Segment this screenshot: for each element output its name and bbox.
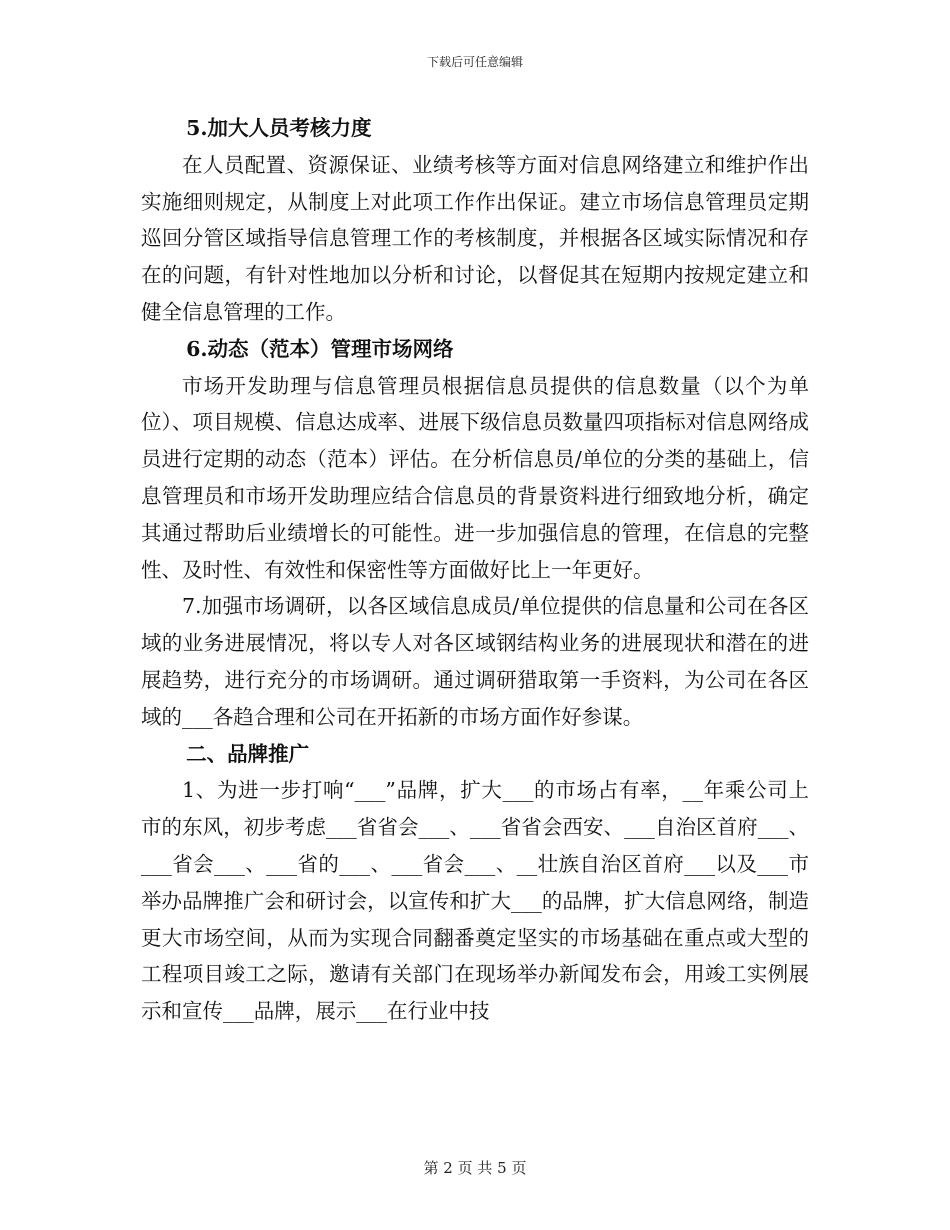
paragraph-5: 在人员配置、资源保证、业绩考核等方面对信息网络建立和维护作出实施细则规定，从制度上对此项工作作出保证。建立市场信息管理员定期巡回分管区域指导信息管理工作的考核制度，并根据各区域实际情况和存在的问题，有针对性地加以分析和讨论，以督促其在短期内按规定建立和健全信息管理的工作。: [141, 152, 809, 324]
section-heading-5: 5.加大人员考核力度: [186, 116, 372, 140]
page-number-footer: 第 2 页 共 5 页: [423, 1159, 527, 1177]
paragraph-7: 7.加强市场调研，以各区域信息成员/单位提供的信息量和公司在各区域的业务进展情况，将以专人对各区域钢结构业务的进展现状和潜在的进展趋势，进行充分的市场调研。通过调研猎取第一手资料，为公司在各区域的___各趋合理和公司在开拓新的市场方面作好参谋。: [141, 594, 809, 729]
paragraph-6: 市场开发助理与信息管理员根据信息员提供的信息数量（以个为单位）、项目规模、信息达成率、进展下级信息员数量四项指标对信息网络成员进行定期的动态（范本）评估。在分析信息员/单位的分类的基础上，信息管理员和市场开发助理应结合信息员的背景资料进行细致地分析，确定其通过帮助后业绩增长的可能性。进一步加强信息的管理，在信息的完整性、及时性、有效性和保密性等方面做好比上一年更好。: [141, 373, 809, 582]
document-body: [141, 110, 809, 1030]
paragraph-brand-1: 1、为进一步打响“___”品牌，扩大___的市场占有率，__年乘公司上市的东风，初步考虑___省省会___、___省省会西安、___自治区首府___、___省会___、___省的___、___省会___、__壮族自治区首府___以及___市举办品牌推广会和研讨会，以宣传和扩大___的品牌，扩大信息网络，制造更大市场空间，从而为实现合同翻番奠定坚实的市场基础在重点或大型的工程项目竣工之际，邀请有关部门在现场举办新闻发布会，用竣工实例展示和宣传___品牌，展示___在行业中技: [141, 778, 809, 1024]
section-heading-brand: 二、品牌推广: [186, 741, 310, 766]
page-header-note: 下载后可任意编辑: [426, 55, 523, 69]
section-heading-6: 6.动态（范本）管理市场网络: [186, 336, 454, 361]
